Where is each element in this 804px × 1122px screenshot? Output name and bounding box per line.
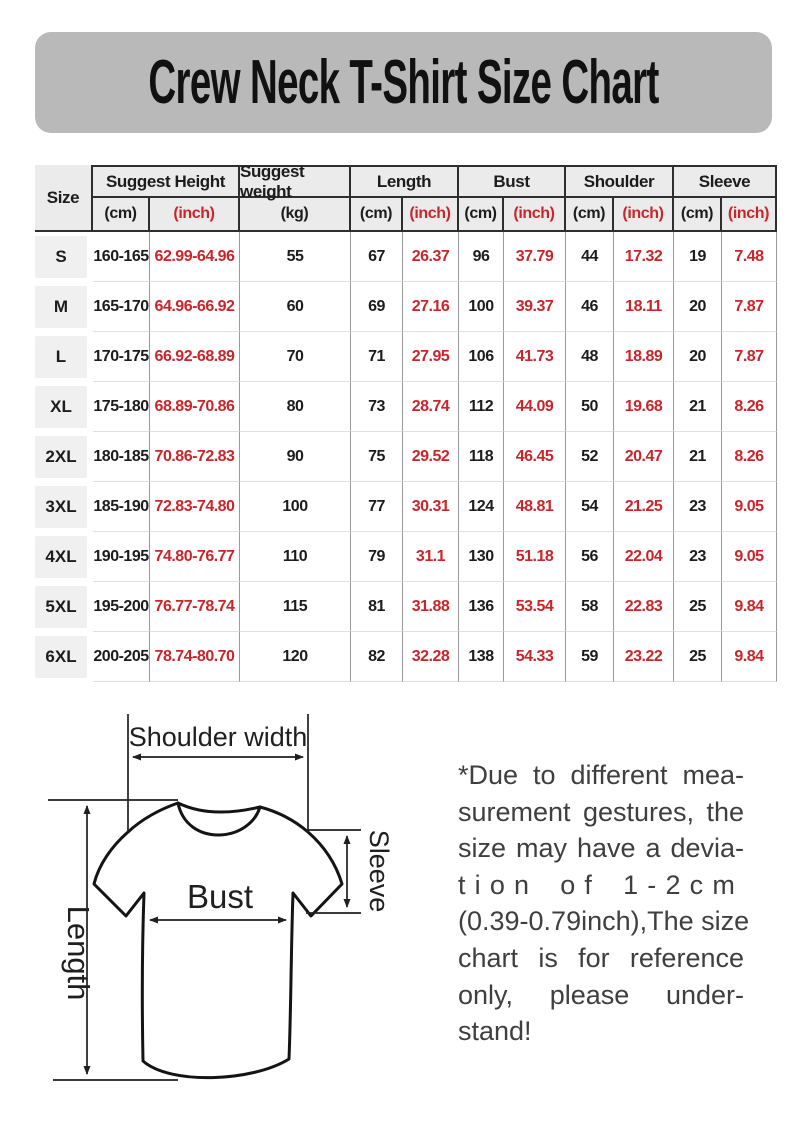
size-label: 4XL <box>35 536 87 578</box>
column-group-bust: Bust <box>459 165 566 198</box>
title-banner <box>35 32 772 133</box>
tshirt-body <box>94 803 342 1078</box>
value-cell-length_inch: 31.1 <box>403 532 459 582</box>
value-cell-weight_kg: 70 <box>240 332 351 382</box>
value-cell-bust_inch: 46.45 <box>504 432 566 482</box>
value-cell-height_inch: 72.83-74.80 <box>150 482 240 532</box>
value-cell-shoulder_cm: 52 <box>566 432 614 482</box>
length-label: Length <box>61 905 96 1001</box>
size-cell <box>35 482 93 532</box>
value-cell-sleeve_cm: 20 <box>674 282 722 332</box>
column-header-size: Size <box>35 165 93 230</box>
value-cell-shoulder_inch: 23.22 <box>614 632 674 682</box>
value-cell-sleeve_cm: 19 <box>674 232 722 282</box>
size-label: 2XL <box>35 436 87 478</box>
unit-header-height-cm: (cm) <box>93 198 150 230</box>
value-cell-weight_kg: 80 <box>240 382 351 432</box>
unit-header-bust-inch: (inch) <box>504 198 566 230</box>
size-cell <box>35 582 93 632</box>
value-cell-length_inch: 29.52 <box>403 432 459 482</box>
value-cell-length_inch: 28.74 <box>403 382 459 432</box>
value-cell-height_cm: 200-205 <box>93 632 150 682</box>
value-cell-height_cm: 165-170 <box>93 282 150 332</box>
column-group-shoulder: Shoulder <box>566 165 674 198</box>
value-cell-bust_cm: 96 <box>459 232 504 282</box>
table-row <box>35 582 777 632</box>
value-cell-weight_kg: 100 <box>240 482 351 532</box>
value-cell-shoulder_inch: 22.04 <box>614 532 674 582</box>
size-label: M <box>35 286 87 328</box>
unit-header-length-cm: (cm) <box>351 198 403 230</box>
table-row <box>35 632 777 682</box>
value-cell-bust_cm: 130 <box>459 532 504 582</box>
size-label: 3XL <box>35 486 87 528</box>
unit-header-sleeve-cm: (cm) <box>674 198 722 230</box>
neckline <box>178 803 260 835</box>
value-cell-sleeve_inch: 9.05 <box>722 482 777 532</box>
value-cell-length_cm: 82 <box>351 632 403 682</box>
note-line: surement gestures, the <box>458 796 744 827</box>
value-cell-length_inch: 26.37 <box>403 232 459 282</box>
note-line: tion of 1-2cm <box>458 869 744 900</box>
value-cell-bust_cm: 112 <box>459 382 504 432</box>
table-row <box>35 282 777 332</box>
value-cell-weight_kg: 120 <box>240 632 351 682</box>
value-cell-sleeve_inch: 9.84 <box>722 582 777 632</box>
value-cell-height_cm: 190-195 <box>93 532 150 582</box>
value-cell-weight_kg: 55 <box>240 232 351 282</box>
value-cell-height_inch: 74.80-76.77 <box>150 532 240 582</box>
column-group-length: Length <box>351 165 459 198</box>
value-cell-shoulder_inch: 21.25 <box>614 482 674 532</box>
value-cell-height_cm: 195-200 <box>93 582 150 632</box>
table-row <box>35 532 777 582</box>
unit-header-shoulder-inch: (inch) <box>614 198 674 230</box>
note-line: stand! <box>458 1016 532 1047</box>
value-cell-length_cm: 71 <box>351 332 403 382</box>
value-cell-bust_inch: 37.79 <box>504 232 566 282</box>
value-cell-sleeve_cm: 23 <box>674 532 722 582</box>
value-cell-weight_kg: 60 <box>240 282 351 332</box>
value-cell-shoulder_cm: 54 <box>566 482 614 532</box>
size-cell <box>35 232 93 282</box>
unit-header-height-inch: (inch) <box>150 198 240 230</box>
value-cell-length_cm: 67 <box>351 232 403 282</box>
unit-header-sleeve-inch: (inch) <box>722 198 777 230</box>
table-row <box>35 232 777 282</box>
note-line: chart is for reference <box>458 942 744 973</box>
value-cell-weight_kg: 115 <box>240 582 351 632</box>
value-cell-weight_kg: 110 <box>240 532 351 582</box>
value-cell-height_inch: 62.99-64.96 <box>150 232 240 282</box>
size-cell <box>35 282 93 332</box>
size-cell <box>35 382 93 432</box>
unit-header-weight-kg: (kg) <box>240 198 351 230</box>
size-label: L <box>35 336 87 378</box>
value-cell-length_cm: 81 <box>351 582 403 632</box>
value-cell-bust_cm: 106 <box>459 332 504 382</box>
note-line: (0.39-0.79inch),The size <box>458 906 750 937</box>
value-cell-length_inch: 31.88 <box>403 582 459 632</box>
value-cell-bust_inch: 39.37 <box>504 282 566 332</box>
value-cell-shoulder_cm: 48 <box>566 332 614 382</box>
value-cell-length_cm: 77 <box>351 482 403 532</box>
value-cell-sleeve_cm: 25 <box>674 582 722 632</box>
shoulder-width-label: Shoulder width <box>128 722 308 752</box>
sleeve-label: Sleeve <box>364 829 394 913</box>
unit-header-length-inch: (inch) <box>403 198 459 230</box>
size-label: S <box>35 236 87 278</box>
table-row <box>35 332 777 382</box>
size-cell <box>35 432 93 482</box>
value-cell-sleeve_cm: 20 <box>674 332 722 382</box>
value-cell-bust_inch: 53.54 <box>504 582 566 632</box>
size-cell <box>35 632 93 682</box>
value-cell-sleeve_inch: 7.48 <box>722 232 777 282</box>
value-cell-bust_cm: 100 <box>459 282 504 332</box>
value-cell-height_inch: 66.92-68.89 <box>150 332 240 382</box>
value-cell-sleeve_inch: 9.84 <box>722 632 777 682</box>
value-cell-weight_kg: 90 <box>240 432 351 482</box>
value-cell-sleeve_cm: 23 <box>674 482 722 532</box>
value-cell-height_cm: 170-175 <box>93 332 150 382</box>
value-cell-shoulder_cm: 46 <box>566 282 614 332</box>
value-cell-height_cm: 185-190 <box>93 482 150 532</box>
value-cell-length_cm: 73 <box>351 382 403 432</box>
column-group-suggest-weight: Suggest weight <box>240 165 351 198</box>
value-cell-bust_cm: 136 <box>459 582 504 632</box>
value-cell-shoulder_cm: 59 <box>566 632 614 682</box>
value-cell-sleeve_cm: 21 <box>674 382 722 432</box>
value-cell-bust_inch: 48.81 <box>504 482 566 532</box>
tshirt-outline <box>94 803 342 1078</box>
value-cell-bust_cm: 118 <box>459 432 504 482</box>
unit-header-shoulder-cm: (cm) <box>566 198 614 230</box>
size-cell <box>35 332 93 382</box>
value-cell-length_cm: 69 <box>351 282 403 332</box>
value-cell-height_cm: 175-180 <box>93 382 150 432</box>
value-cell-sleeve_cm: 21 <box>674 432 722 482</box>
value-cell-bust_inch: 44.09 <box>504 382 566 432</box>
value-cell-shoulder_inch: 17.32 <box>614 232 674 282</box>
value-cell-sleeve_inch: 7.87 <box>722 332 777 382</box>
value-cell-length_cm: 75 <box>351 432 403 482</box>
value-cell-length_inch: 30.31 <box>403 482 459 532</box>
column-group-sleeve: Sleeve <box>674 165 777 198</box>
bust-label: Bust <box>186 878 254 915</box>
value-cell-shoulder_cm: 44 <box>566 232 614 282</box>
tshirt-measure-diagram <box>30 700 460 1122</box>
value-cell-height_inch: 70.86-72.83 <box>150 432 240 482</box>
measurement-note <box>458 757 750 1050</box>
value-cell-shoulder_inch: 20.47 <box>614 432 674 482</box>
column-group-suggest-height: Suggest Height <box>93 165 240 198</box>
value-cell-bust_inch: 51.18 <box>504 532 566 582</box>
note-line: *Due to different mea- <box>458 760 744 790</box>
value-cell-shoulder_inch: 18.89 <box>614 332 674 382</box>
value-cell-shoulder_cm: 58 <box>566 582 614 632</box>
value-cell-bust_inch: 41.73 <box>504 332 566 382</box>
size-label: 5XL <box>35 586 87 628</box>
value-cell-shoulder_cm: 50 <box>566 382 614 432</box>
value-cell-shoulder_inch: 18.11 <box>614 282 674 332</box>
value-cell-sleeve_inch: 8.26 <box>722 382 777 432</box>
value-cell-shoulder_inch: 22.83 <box>614 582 674 632</box>
value-cell-shoulder_inch: 19.68 <box>614 382 674 432</box>
value-cell-sleeve_inch: 8.26 <box>722 432 777 482</box>
value-cell-length_cm: 79 <box>351 532 403 582</box>
note-line: size may have a devia- <box>458 833 744 864</box>
note-line: only, please under- <box>458 979 744 1010</box>
value-cell-height_inch: 76.77-78.74 <box>150 582 240 632</box>
value-cell-height_inch: 78.74-80.70 <box>150 632 240 682</box>
table-row <box>35 382 777 432</box>
value-cell-bust_cm: 138 <box>459 632 504 682</box>
value-cell-length_inch: 32.28 <box>403 632 459 682</box>
value-cell-sleeve_cm: 25 <box>674 632 722 682</box>
size-table-body <box>35 232 777 682</box>
table-header <box>35 161 777 232</box>
value-cell-length_inch: 27.16 <box>403 282 459 332</box>
value-cell-sleeve_inch: 9.05 <box>722 532 777 582</box>
size-cell <box>35 532 93 582</box>
size-label: XL <box>35 386 87 428</box>
size-chart-table <box>35 161 777 682</box>
value-cell-sleeve_inch: 7.87 <box>722 282 777 332</box>
value-cell-length_inch: 27.95 <box>403 332 459 382</box>
size-label: 6XL <box>35 636 87 678</box>
value-cell-height_cm: 180-185 <box>93 432 150 482</box>
value-cell-height_cm: 160-165 <box>93 232 150 282</box>
table-row <box>35 432 777 482</box>
unit-header-bust-cm: (cm) <box>459 198 504 230</box>
page-title: Crew Neck T-Shirt Size Chart <box>148 48 659 117</box>
value-cell-bust_inch: 54.33 <box>504 632 566 682</box>
table-row <box>35 482 777 532</box>
value-cell-height_inch: 68.89-70.86 <box>150 382 240 432</box>
value-cell-shoulder_cm: 56 <box>566 532 614 582</box>
value-cell-height_inch: 64.96-66.92 <box>150 282 240 332</box>
value-cell-bust_cm: 124 <box>459 482 504 532</box>
